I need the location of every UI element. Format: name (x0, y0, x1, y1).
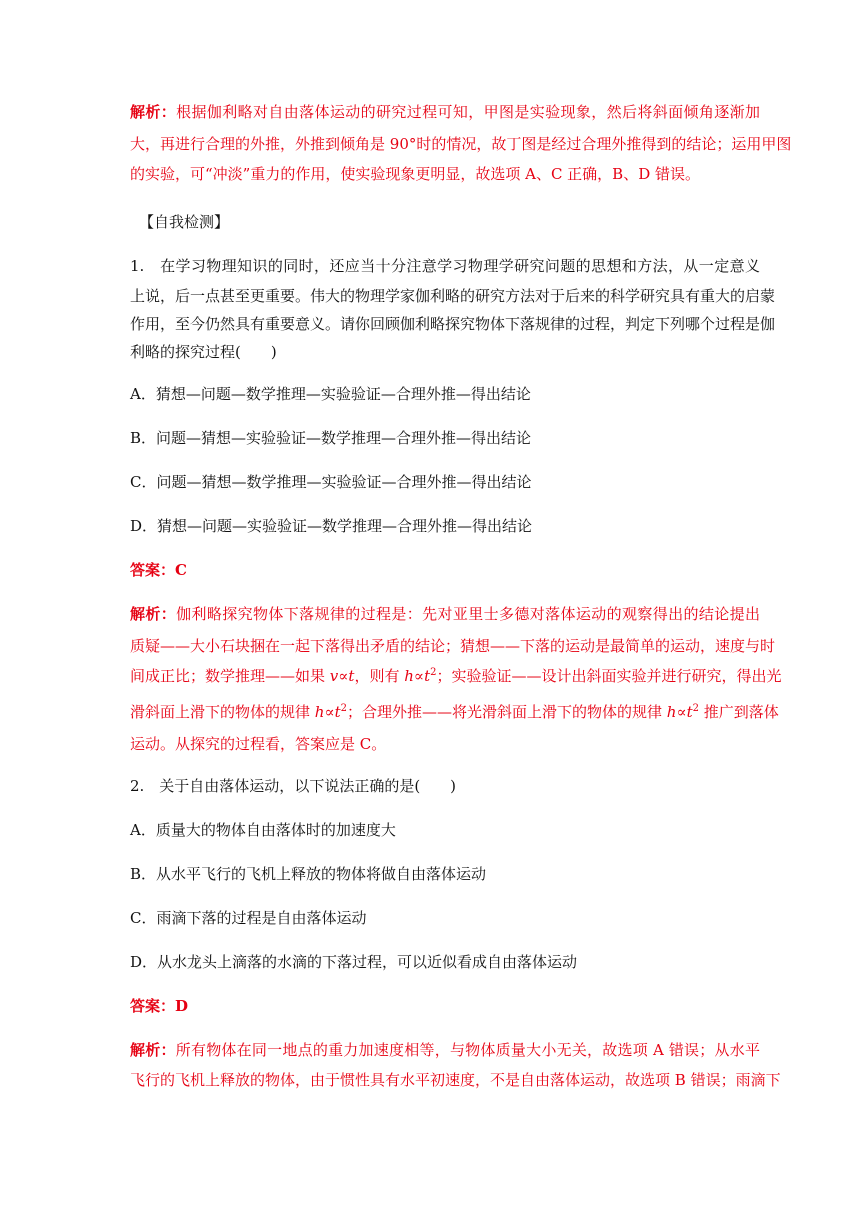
q2-option-a: A．质量大的物体自由落体时的加速度大 (130, 821, 396, 839)
section-header: 【自我检测】 (139, 213, 230, 231)
q2-option-c: C．雨滴下落的过程是自由落体运动 (130, 909, 367, 927)
analysis-label: 解析： (130, 1041, 176, 1059)
q1-option-b: B．问题—猜想—实验验证—数学推理—合理外推—得出结论 (130, 429, 532, 447)
q1-option-d: D．猜想—问题—实验验证—数学推理—合理外推—得出结论 (130, 517, 533, 535)
q1-stem-line-3: 作用，至今仍然具有重要意义。请你回顾伽利略探究物体下落规律的过程，判定下列哪个过程是伽 (130, 315, 776, 333)
q2-answer: 答案：D (130, 997, 189, 1015)
q1-answer: 答案：C (130, 561, 187, 579)
q1-option-a: A．猜想—问题—数学推理—实验验证—合理外推—得出结论 (130, 385, 531, 403)
q1-analysis-line-5: 运动。从探究的过程看，答案应是 C。 (130, 735, 387, 753)
q1-analysis-line-1: 解析：伽利略探究物体下落规律的过程是：先对亚里士多德对落体运动的观察得出的结论提出 (130, 605, 760, 623)
analysis-label: 解析： (130, 605, 177, 623)
analysis-label: 解析： (130, 103, 177, 121)
q1-stem-line-2: 上说，后一点甚至更重要。伟大的物理学家伽利略的研究方法对于后来的科学研究具有重大的启蒙 (130, 287, 776, 305)
q1-option-c: C．问题—猜想—数学推理—实验验证—合理外推—得出结论 (130, 473, 532, 491)
q1-stem-line-1: 1. 在学习物理知识的同时，还应当十分注意学习物理学研究问题的思想和方法，从一定意义 (130, 257, 760, 275)
analysis-intro-line-1: 解析：根据伽利略对自由落体运动的研究过程可知，甲图是实验现象，然后将斜面倾角逐渐加 (130, 103, 760, 121)
q2-analysis-line-1: 解析：所有物体在同一地点的重力加速度相等，与物体质量大小无关，故选项 A 错误；从水平 (130, 1041, 760, 1059)
analysis-intro-line-2: 大，再进行合理的外推，外推到倾角是 90°时的情况，故丁图是经过合理外推得到的结论；运用甲图 (130, 135, 792, 153)
q1-stem-line-4: 利略的探究过程( ) (130, 343, 277, 361)
q1-analysis-line-4: 滑斜面上滑下的物体的规律 $h\propto t^2$；合理外推——将光滑斜面上滑下的物体的规律 $h\propto t^2$ 推广到落体 (130, 703, 779, 721)
q2-option-b: B．从水平飞行的飞机上释放的物体将做自由落体运动 (130, 865, 487, 883)
q2-option-d: D．从水龙头上滴落的水滴的下落过程，可以近似看成自由落体运动 (130, 953, 578, 971)
q2-analysis-line-2: 飞行的飞机上释放的物体，由于惯性具有水平初速度，不是自由落体运动，故选项 B 错误；雨滴下 (130, 1071, 781, 1089)
q1-analysis-line-3: 间成正比；数学推理——如果 v∝t，则有 $h\propto t^2$；实验验证——设计出斜面实验并进行研究，得出光 (130, 667, 782, 685)
q2-stem: 2. 关于自由落体运动，以下说法正确的是( ) (130, 777, 457, 795)
analysis-intro-line-3: 的实验，可“冲淡”重力的作用，使实验现象更明显，故选项 A、C 正确，B、D 错误。 (130, 165, 701, 183)
q1-analysis-line-2: 质疑——大小石块捆在一起下落得出矛盾的结论；猜想——下落的运动是最简单的运动，速度与时 (130, 637, 776, 655)
